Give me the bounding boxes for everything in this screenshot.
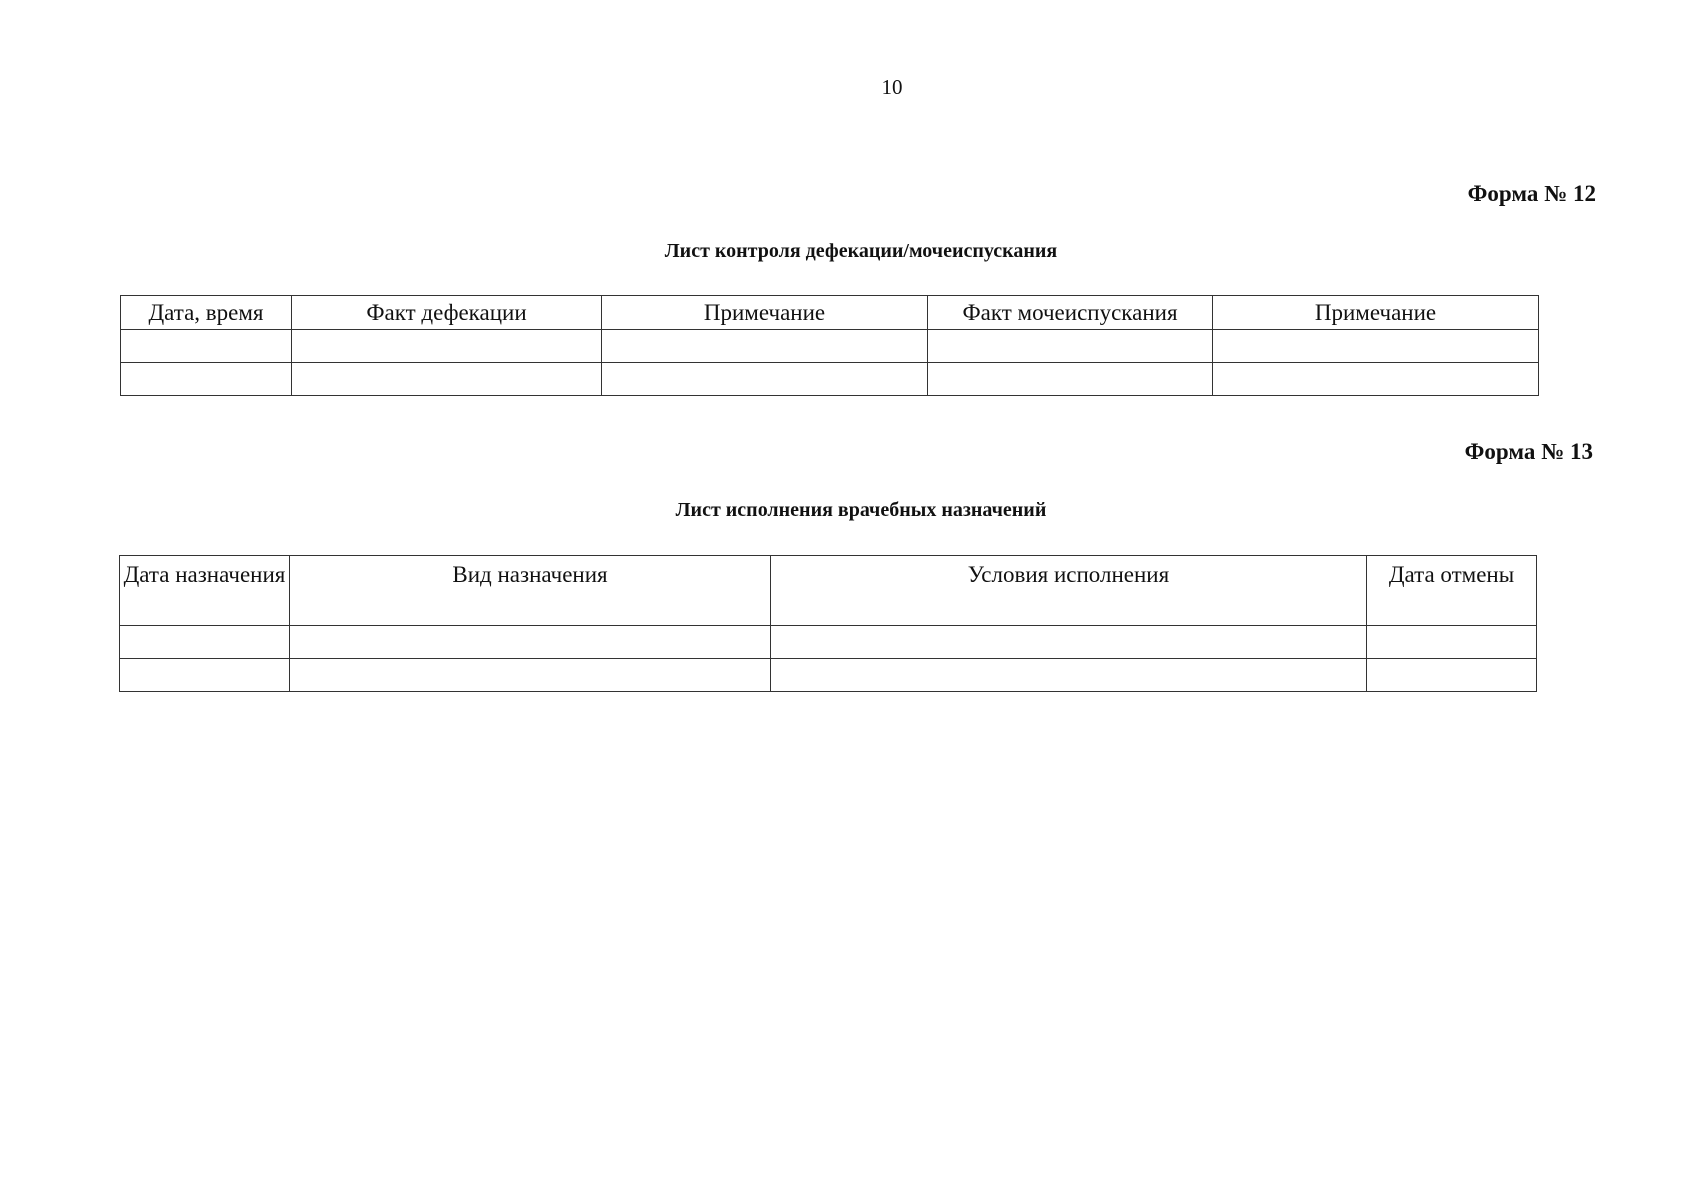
table-cell[interactable] — [292, 330, 602, 363]
table-cell[interactable] — [290, 659, 771, 692]
table-row — [120, 659, 1537, 692]
table-cell[interactable] — [1213, 363, 1539, 396]
table-cell[interactable] — [1367, 626, 1537, 659]
table-cell[interactable] — [120, 626, 290, 659]
column-header-defecation-fact: Факт дефекации — [292, 296, 602, 330]
table-header-row — [121, 296, 1539, 330]
table-cell[interactable] — [1213, 330, 1539, 363]
medical-orders-execution-table — [119, 555, 1537, 692]
column-header-urination-fact: Факт мочеиспускания — [928, 296, 1213, 330]
table-cell[interactable] — [120, 659, 290, 692]
table-cell[interactable] — [771, 626, 1367, 659]
column-header-note: Примечание — [1213, 296, 1539, 330]
table-cell[interactable] — [602, 330, 928, 363]
table-row — [120, 626, 1537, 659]
table-cell[interactable] — [290, 626, 771, 659]
column-header-order-date: Дата назначения — [120, 556, 290, 626]
table-row — [121, 330, 1539, 363]
table-cell[interactable] — [928, 330, 1213, 363]
defecation-urination-control-table — [120, 295, 1539, 396]
column-header-order-type: Вид назначения — [290, 556, 771, 626]
table-cell[interactable] — [121, 330, 292, 363]
table-row — [121, 363, 1539, 396]
form-12-title: Лист контроля дефекации/мочеиспускания — [664, 240, 1058, 262]
page-number: 10 — [881, 75, 903, 99]
form-13-label: Форма № 13 — [1464, 439, 1593, 464]
column-header-note: Примечание — [602, 296, 928, 330]
table-cell[interactable] — [602, 363, 928, 396]
table-header-row — [120, 556, 1537, 626]
form-12-label: Форма № 12 — [1467, 181, 1596, 206]
table-cell[interactable] — [1367, 659, 1537, 692]
table-cell[interactable] — [928, 363, 1213, 396]
column-header-date-time: Дата, время — [121, 296, 292, 330]
column-header-execution-conditions: Условия исполнения — [771, 556, 1367, 626]
table-cell[interactable] — [292, 363, 602, 396]
form-13-title: Лист исполнения врачебных назначений — [675, 499, 1047, 521]
table-cell[interactable] — [771, 659, 1367, 692]
table-cell[interactable] — [121, 363, 292, 396]
column-header-cancellation-date: Дата отмены — [1367, 556, 1537, 626]
